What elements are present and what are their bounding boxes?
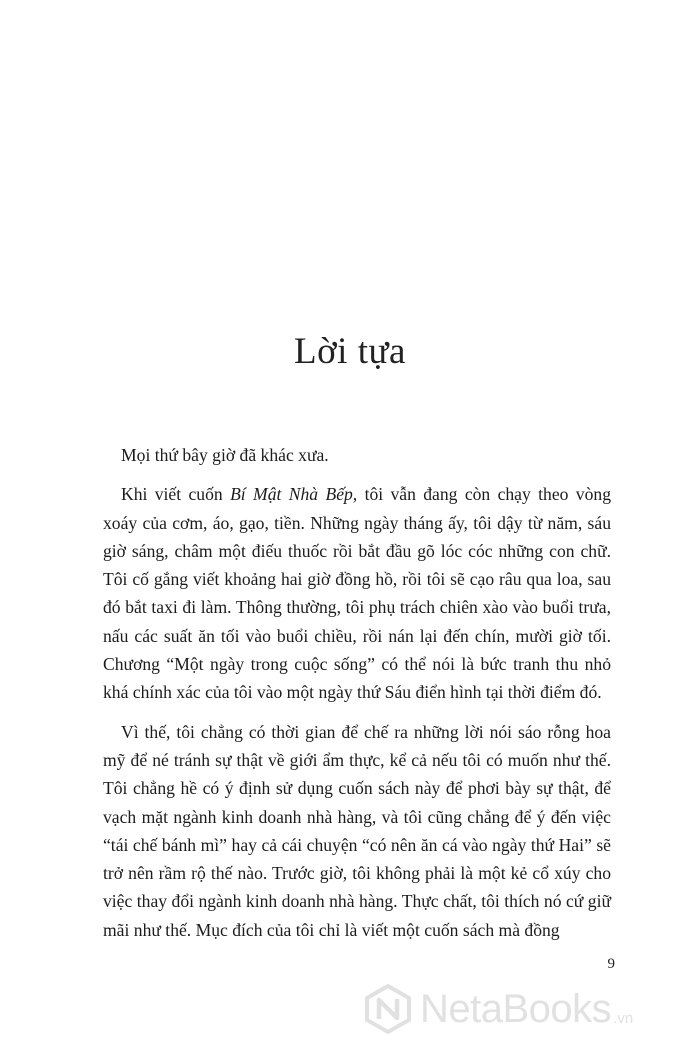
paragraph-2-text-b: tôi vẫn đang còn chạy theo vòng xoáy của cơm, áo, gạo, tiền. Những ngày tháng ấy, tôi dậy từ năm, sáu giờ sáng, châm một điếu thuốc rồi bắt đầu gõ lóc cóc những con chữ. Tôi cố gắng viết khoảng hai giờ đồng hồ, rồi tôi sẽ cạo râu qua loa, sau đó bắt taxi đi làm. Thông thường, tôi phụ trách chiên xào vào buổi trưa, nấu các suất ăn tối vào buổi chiều, rồi nán lại đến chín, mười giờ tối. Chương “Một ngày trong cuộc sống” có thể nói là bức tranh thu nhỏ khá chính xác của tôi vào một ngày thứ Sáu điển hình tại thời điểm đó. [103,484,611,703]
paragraph-1 [103,441,611,469]
paragraph-3 [103,718,611,944]
body-text [103,441,611,944]
paragraph-1-text: Mọi thứ bây giờ đã khác xưa. [121,445,329,465]
watermark-suffix: .vn [613,1009,634,1027]
netabooks-logo-icon [362,983,414,1035]
paragraph-2 [103,480,611,706]
book-title-italic: Bí Mật Nhà Bếp, [230,484,358,505]
page-number: 9 [607,956,615,972]
watermark [362,977,633,1041]
watermark-brand: NetaBooks [420,986,612,1031]
paragraph-2-text-a: Khi viết cuốn [121,484,231,505]
chapter-title: Lời tựa [294,331,406,372]
paragraph-3-text: Vì thế, tôi chẳng có thời gian để chế ra những lời nói sáo rỗng hoa mỹ để né tránh sự thật về giới ẩm thực, kể cả nếu tôi có muốn như thế. Tôi chẳng hề có ý định sử dụng cuốn sách này để phơi bày sự thật, để vạch mặt ngành kinh doanh nhà hàng, và tôi cũng chẳng để ý đến việc “tái chế bánh mì” hay cả cái chuyện “có nên ăn cá vào ngày thứ Hai” sẽ trở nên rầm rộ thế nào. Trước giờ, tôi không phải là một kẻ cổ xúy cho việc thay đổi ngành kinh doanh nhà hàng. Thực chất, tôi thích nó cứ giữ mãi như thế. Mục đích của tôi chỉ là viết một cuốn sách mà đồng [103,721,611,940]
